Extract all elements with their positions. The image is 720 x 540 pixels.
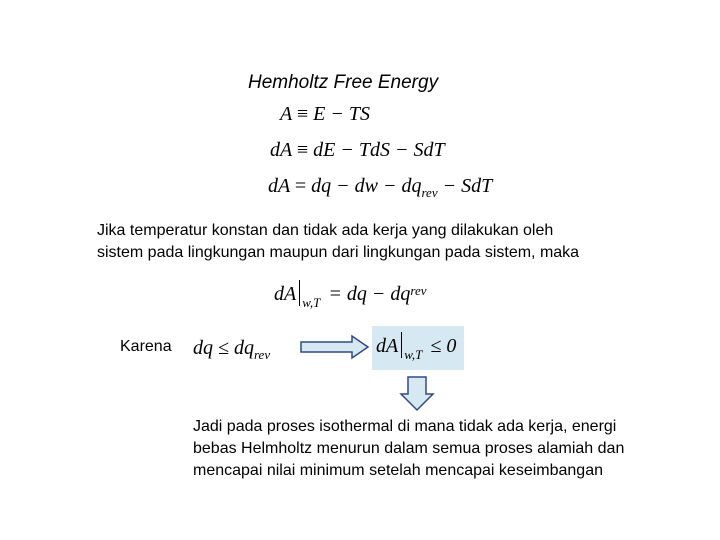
down-arrow-icon [400,376,434,412]
eq6-condition: w,T [404,347,423,362]
equation-inequality-dq [193,338,270,361]
eq4-condition: w,T [302,295,321,310]
eq6-rhs: ≤ 0 [430,335,457,357]
result-highlight-box [372,326,464,370]
eq2-rhs: dE − TdS − SdT [313,139,445,161]
right-arrow-icon [300,334,370,360]
eq1-lhs: A [280,103,292,125]
equation-helmholtz-definition [280,104,370,124]
eq3-part1: dq − dw − dq [311,175,422,197]
equation-constant-wT [274,284,427,309]
equation-helmholtz-differential [270,140,445,160]
eq5-subscript: rev [253,347,271,362]
eq4-rhs: = dq − dq [328,283,411,305]
evaluation-bar [299,280,300,306]
evaluation-bar [401,332,402,358]
eq3-relation: = [294,175,307,197]
eq4-lhs: dA [274,283,297,305]
page-title: Hemholtz Free Energy [248,72,439,93]
eq3-part2: − SdT [437,175,493,197]
conclusion-paragraph: Jadi pada proses isothermal di mana tidak ada kerja, energi bebas Helmholtz menurun dalam semua proses alamiah dan mencapai nilai minimum setelah mencapai keseimbangan [193,418,625,479]
eq3-subscript: rev [421,185,438,200]
eq6-lhs: dA [376,335,399,357]
karena-label: Karena [120,338,172,355]
eq2-relation: ≡ [296,139,309,161]
equation-helmholtz-expanded [268,176,492,199]
eq2-lhs: dA [270,139,292,161]
eq1-relation: ≡ [296,103,309,125]
eq5-lhs: dq ≤ dq [193,337,254,359]
equation-result [376,336,456,361]
eq4-subscript: rev [410,283,427,298]
condition-paragraph: Jika temperatur konstan dan tidak ada kerja yang dilakukan oleh sistem pada lingkungan maupun dari lingkungan pada sistem, maka [97,222,580,261]
eq3-lhs: dA [268,175,290,197]
eq1-rhs: E − TS [313,103,370,125]
